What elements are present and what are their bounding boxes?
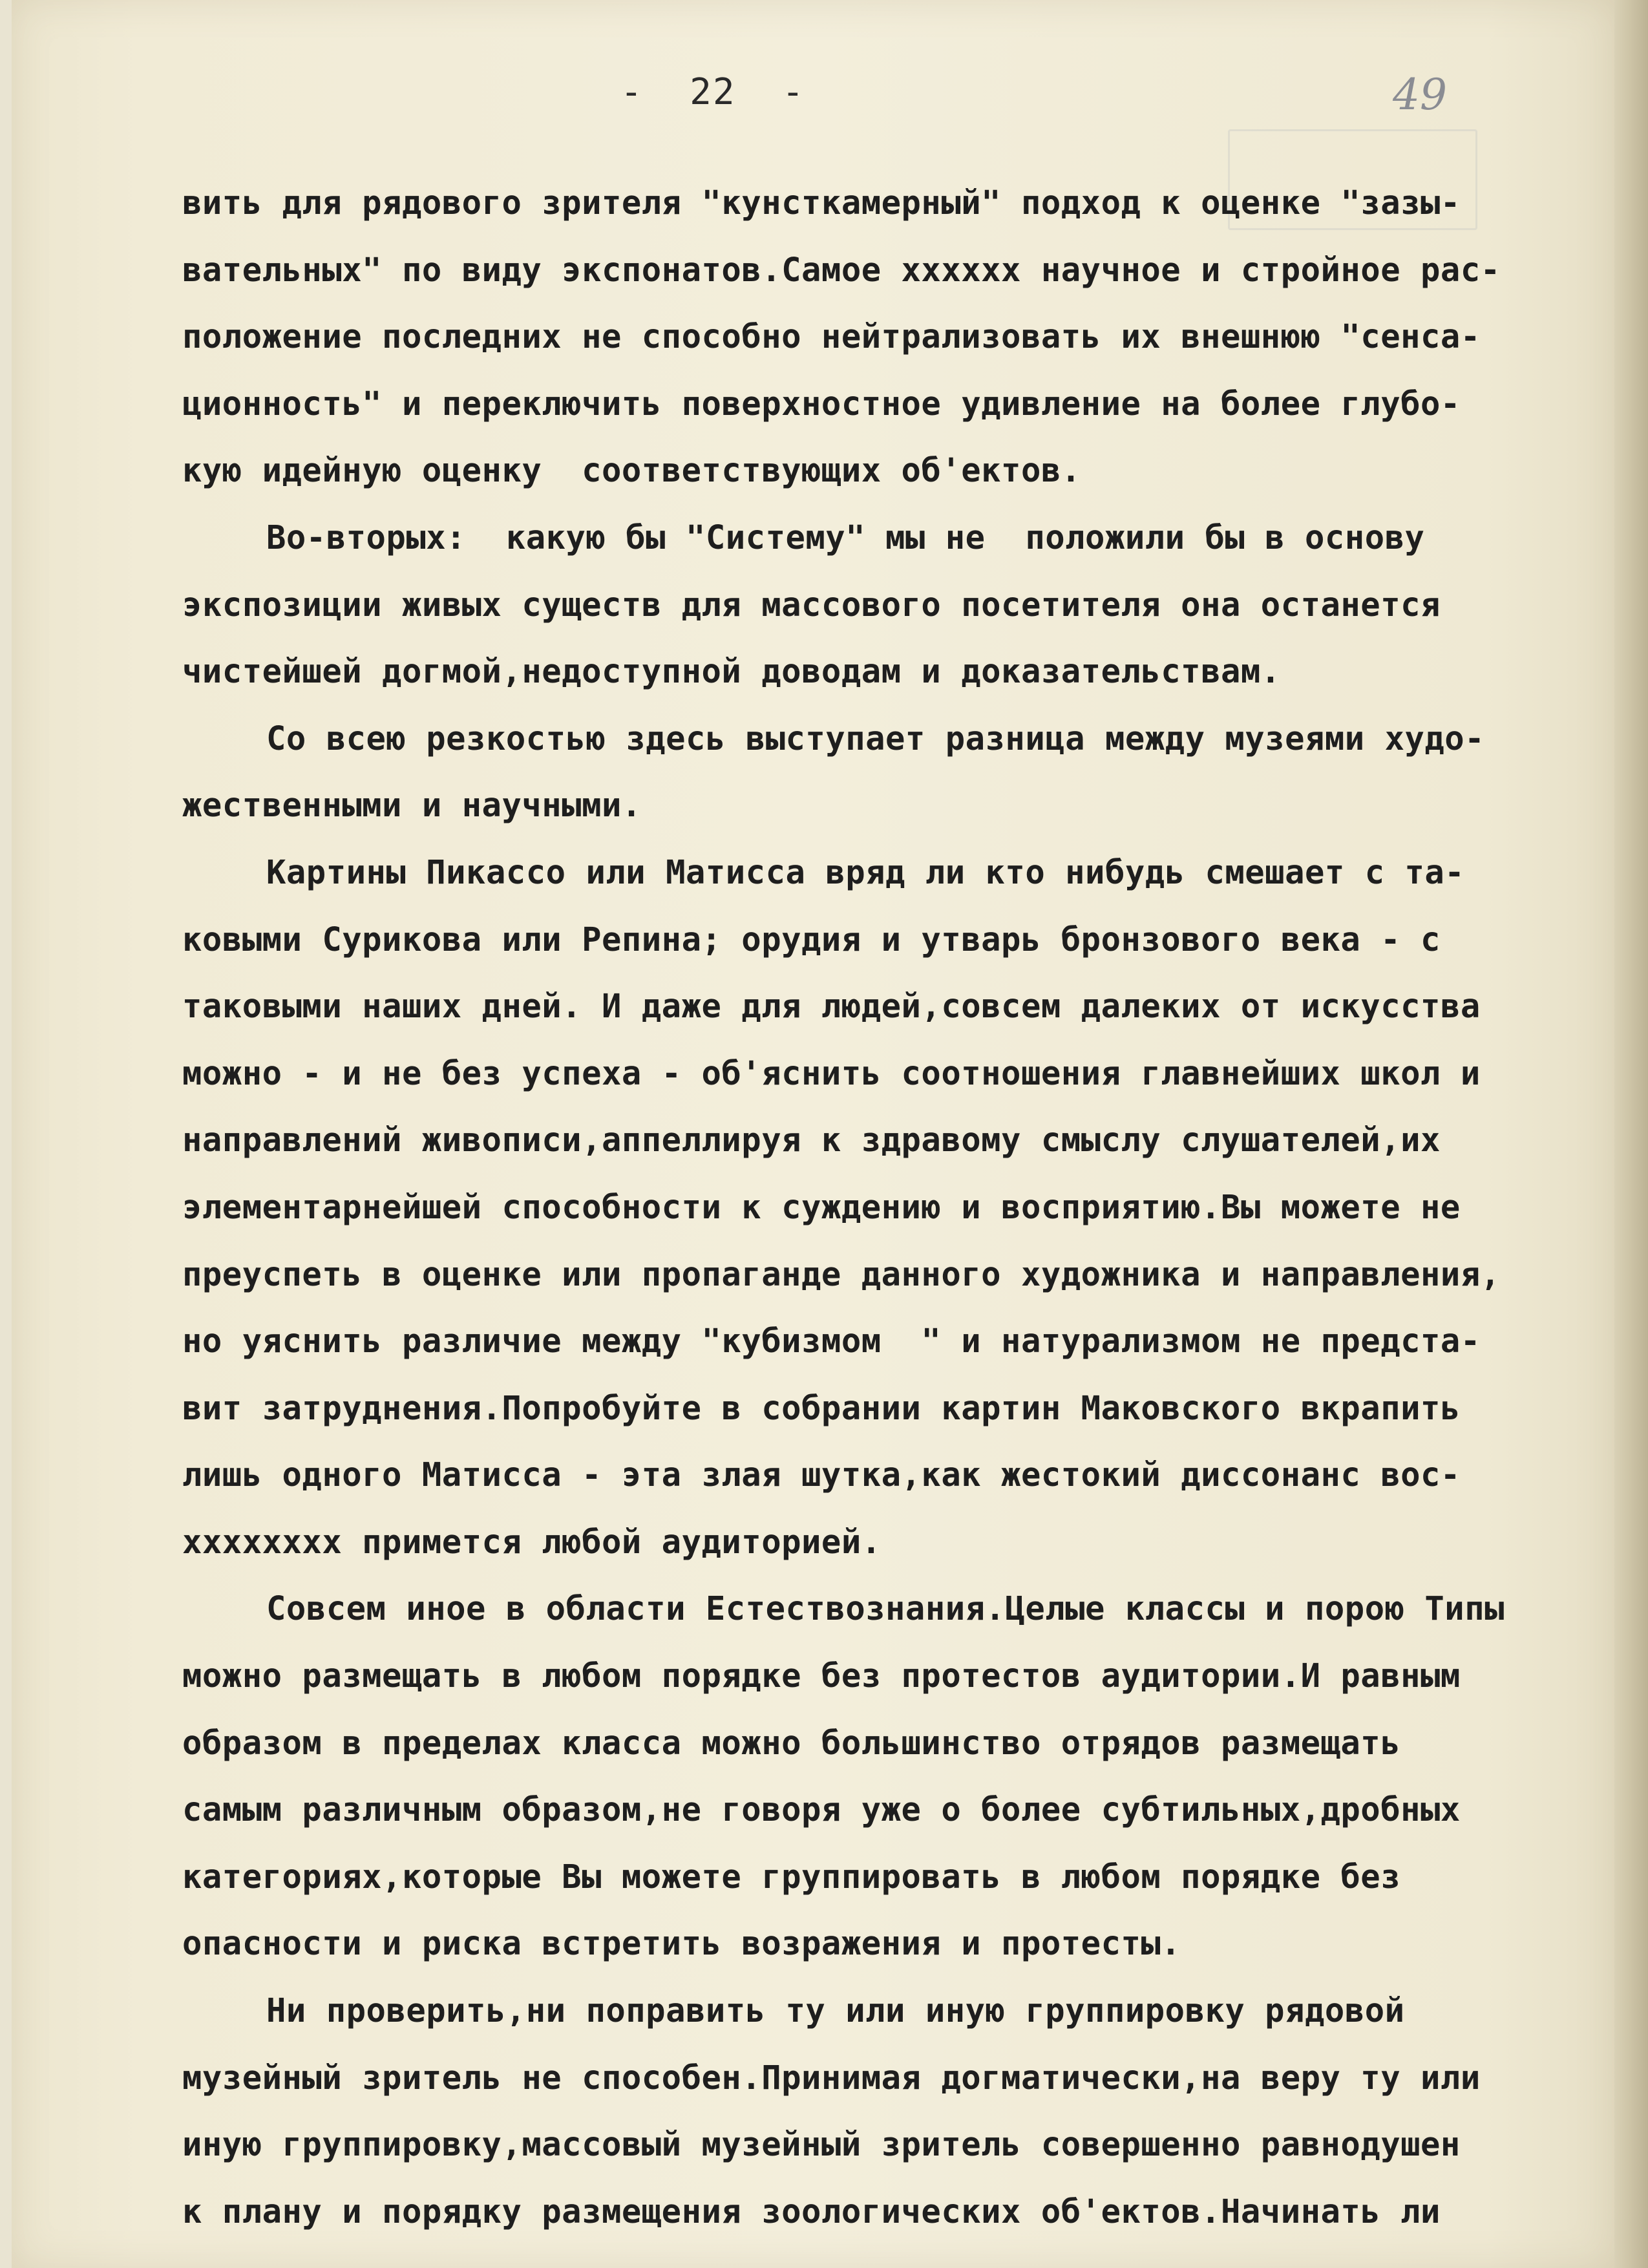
text-line: кую идейную оценку соответствующих об'ектов.: [182, 451, 1081, 490]
text-line: Ни проверить,ни поправить ту или иную группировку рядовой: [266, 1991, 1405, 2030]
text-line: музейный зритель не способен.Принимая догматически,на веру ту или: [182, 2058, 1481, 2097]
text-line: образом в пределах класса можно большинство отрядов размещать: [182, 1723, 1401, 1762]
text-line: вательных" по виду экспонатов.Самое xxxxxx научное и стройное рас-: [182, 250, 1501, 289]
page-edge: [1614, 0, 1648, 2268]
text-line: лишь одного Матисса - эта злая шутка,как жестокий диссонанс вос-: [182, 1456, 1461, 1494]
handwritten-folio-number: 49: [1393, 70, 1447, 120]
text-line: вит затруднения.Попробуйте в собрании картин Маковского вкрапить: [182, 1388, 1461, 1427]
text-line: но уяснить различие между "кубизмом " и натурализмом не предста-: [182, 1322, 1481, 1361]
text-line: вить для рядового зрителя "кунсткамерный" подход к оценке "зазы-: [182, 184, 1461, 222]
text-line: Во-вторых: какую бы "Систему" мы не положили бы в основу: [266, 518, 1425, 556]
text-line: xxxxxxxx примется любой аудиторией.: [182, 1522, 882, 1561]
text-line: Совсем иное в области Естествознания.Целые классы и порою Типы: [266, 1589, 1505, 1628]
text-line: ковыми Сурикова или Репина; орудия и утварь бронзового века - с: [182, 920, 1441, 959]
text-line: Картины Пикассо или Матисса вряд ли кто нибудь смешает с та-: [266, 853, 1465, 891]
typewritten-body: [182, 169, 1611, 2245]
text-line: ционность" и переключить поверхностное удивление на более глубо-: [182, 384, 1461, 423]
text-line: Со всею резкостью здесь выступает разница между музеями худо-: [266, 719, 1485, 758]
text-line: самым различным образом,не говоря уже о более субтильных,дробных: [182, 1790, 1461, 1829]
text-line: положение последних не способно нейтрализовать их внешнюю "сенса-: [182, 317, 1481, 356]
text-line: чистейшей догмой,недоступной доводам и доказательствам.: [182, 652, 1281, 691]
text-line: элементарнейшей способности к суждению и восприятию.Вы можете не: [182, 1187, 1461, 1226]
text-line: иную группировку,массовый музейный зритель совершенно равнодушен: [182, 2125, 1461, 2164]
text-line: можно размещать в любом порядке без протестов аудитории.И равным: [182, 1657, 1461, 1695]
text-line: к плану и порядку размещения зоологических об'ектов.Начинать ли: [182, 2192, 1441, 2231]
text-line: можно - и не без успеха - об'яснить соотношения главнейших школ и: [182, 1054, 1481, 1092]
text-line: направлений живописи,аппеллируя к здравому смыслу слушателей,их: [182, 1121, 1441, 1160]
text-line: таковыми наших дней. И даже для людей,совсем далеких от искусства: [182, 987, 1481, 1026]
text-line: преуспеть в оценке или пропаганде данного художника и направления,: [182, 1255, 1501, 1293]
text-line: опасности и риска встретить возражения и протесты.: [182, 1924, 1181, 1963]
text-line: жественными и научными.: [182, 786, 642, 825]
page-number: - 22 -: [620, 71, 805, 113]
text-line: категориях,которые Вы можете группировать в любом порядке без: [182, 1857, 1401, 1896]
text-line: экспозиции живых существ для массового посетителя она останется: [182, 585, 1441, 624]
